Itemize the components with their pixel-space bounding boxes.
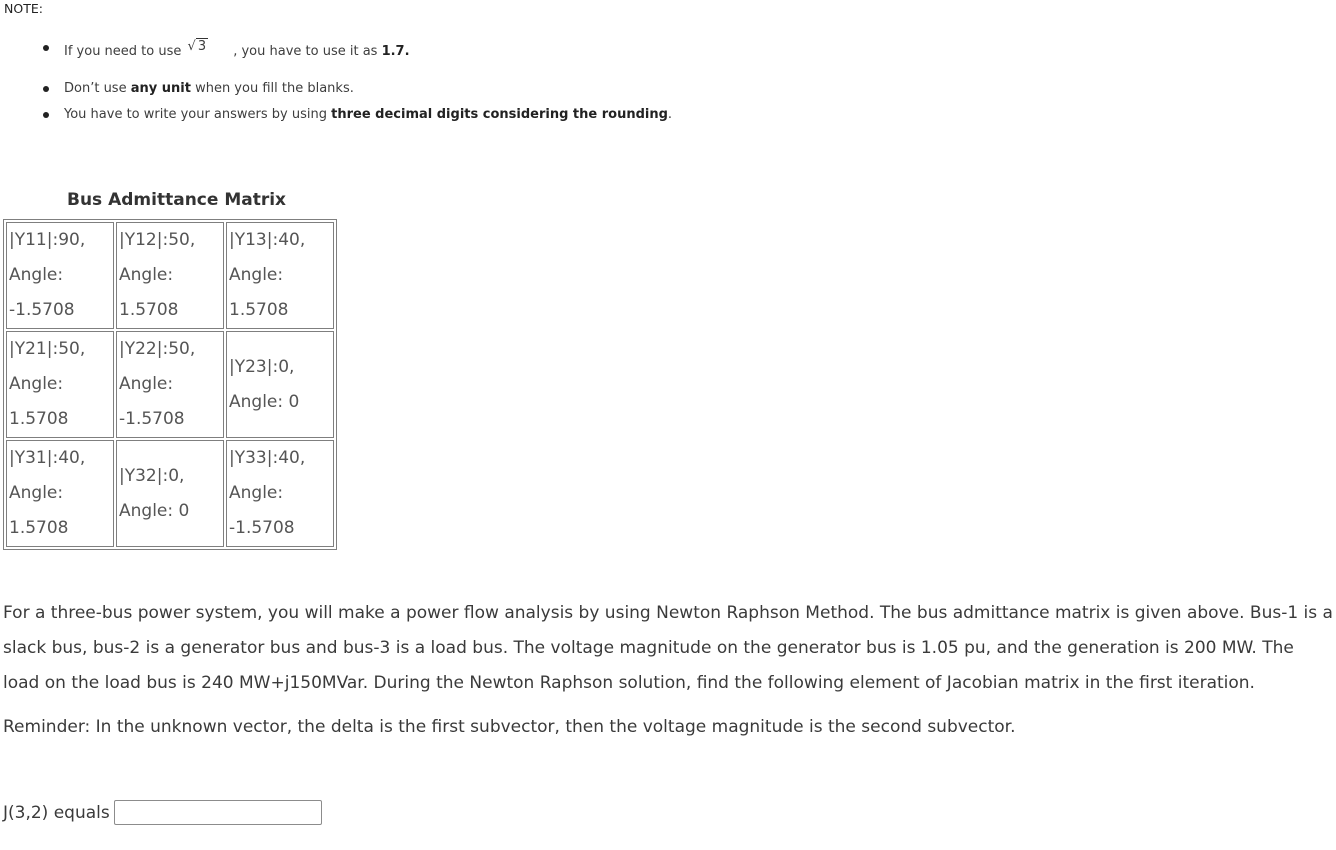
matrix-cell-y22: |Y22|:50, Angle: -1.5708 xyxy=(116,331,224,438)
answer-label: J(3,2) equals xyxy=(3,802,110,823)
table-row xyxy=(6,222,334,329)
answer-row xyxy=(3,800,322,825)
bus-admittance-table xyxy=(3,219,337,550)
note-list xyxy=(0,40,672,123)
note-text: , you have to use it as xyxy=(229,44,382,59)
reminder-text: Reminder: In the unknown vector, the delta is the first subvector, then the voltage magnitude is the second subvector. xyxy=(3,717,1016,737)
note-item-sqrt: If you need to use √ 3 , you have to use it as 1.7. xyxy=(0,40,672,69)
note-bold: 1.7 xyxy=(381,44,405,59)
table-row xyxy=(6,440,334,547)
matrix-cell-y31: |Y31|:40, Angle: 1.5708 xyxy=(6,440,114,547)
matrix-cell-y13: |Y13|:40, Angle: 1.5708 xyxy=(226,222,334,329)
note-item-decimals: You have to write your answers by using three decimal digits considering the rounding. xyxy=(0,107,672,123)
answer-input[interactable] xyxy=(114,800,322,825)
note-bold: any unit xyxy=(130,81,191,96)
note-title: NOTE: xyxy=(4,1,43,16)
matrix-cell-y32: |Y32|:0, Angle: 0 xyxy=(116,440,224,547)
problem-statement: For a three-bus power system, you will make a power flow analysis by using Newton Raphson Method. The bus admittance matrix is given above. Bus-1 is a slack bus, bus-2 is a generator bus and bus-3 is a load bus. The voltage magnitude on the generator bus is 1.05 pu, and the generation is 200 MW. The load on the load bus is 240 MW+j150MVar. During the Newton Raphson solution, find the following element of Jacobian matrix in the first iteration. xyxy=(3,603,1333,693)
matrix-cell-y33: |Y33|:40, Angle: -1.5708 xyxy=(226,440,334,547)
note-bold: three decimal digits considering the rounding xyxy=(331,107,668,122)
note-text: when you fill the blanks. xyxy=(190,81,354,96)
note-text: If you need to use xyxy=(64,44,186,59)
matrix-cell-y11: |Y11|:90, Angle: -1.5708 xyxy=(6,222,114,329)
sqrt-3-symbol: √ 3 xyxy=(187,39,207,54)
matrix-title: Bus Admittance Matrix xyxy=(67,190,287,210)
table-row xyxy=(6,331,334,438)
note-text: You have to write your answers by using xyxy=(64,107,332,122)
note-item-units xyxy=(0,81,672,97)
matrix-cell-y21: |Y21|:50, Angle: 1.5708 xyxy=(6,331,114,438)
matrix-cell-y23: |Y23|:0, Angle: 0 xyxy=(226,331,334,438)
note-text: Don’t use xyxy=(64,81,131,96)
matrix-cell-y12: |Y12|:50, Angle: 1.5708 xyxy=(116,222,224,329)
